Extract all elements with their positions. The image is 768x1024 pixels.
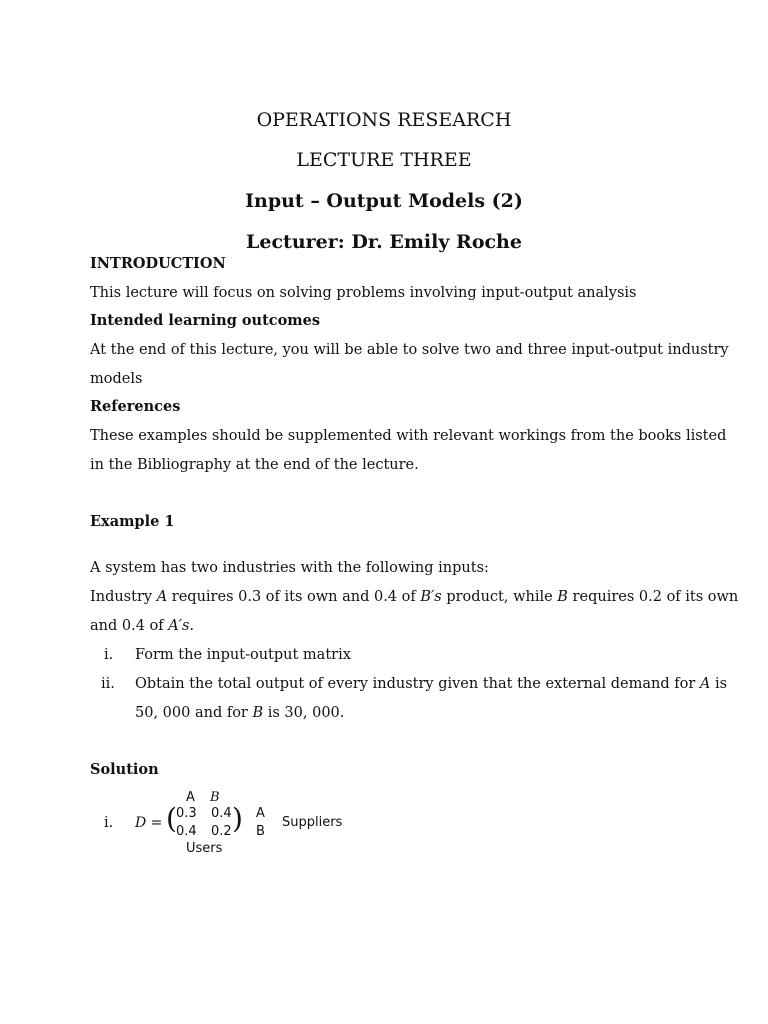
list-item-number: ii. [101,676,115,692]
list-item-text: Form the input-output matrix [135,647,351,663]
matrix-column-label: A [186,790,195,805]
example-statement-line1: Industry A requires 0.3 of its own and 0.4 of B′s product, while B requires 0.2 of its own [90,589,739,605]
references-text-line2: in the Bibliography at the end of the lecture. [90,457,419,473]
references-text-line1: These examples should be supplemented with relevant workings from the books listed [90,428,727,444]
outcomes-text-line1: At the end of this lecture, you will be able to solve two and three input-output industry [90,342,729,358]
list-item-number: i. [104,647,114,663]
example-statement-line2: and 0.4 of A′s. [90,618,195,634]
matrix-cell: 0.3 [176,806,197,821]
outcomes-heading: Intended learning outcomes [90,312,321,329]
list-item-text: Obtain the total output of every industry given that the external demand for A is [135,676,728,692]
solution-heading: Solution [90,761,159,778]
matrix-row-label: B [256,824,265,839]
lecture-number: LECTURE THREE [296,149,472,171]
lecture-topic: Input – Output Models (2) [245,190,523,212]
course-title: OPERATIONS RESEARCH [256,109,512,131]
matrix-cell: 0.4 [176,824,197,839]
matrix-right-paren: ) [232,802,243,835]
introduction-text: This lecture will focus on solving problems involving input-output analysis [90,285,637,301]
matrix-row-label: A [256,806,265,821]
example-intro: A system has two industries with the following inputs: [90,560,489,576]
list-item-text-continuation: 50, 000 and for B is 30, 000. [135,705,345,721]
matrix-side-label: Suppliers [282,815,343,830]
matrix-bottom-label: Users [186,841,223,856]
matrix-column-label: B [210,790,220,805]
solution-item-number: i. [104,815,114,831]
matrix-left-paren: ( [166,802,177,835]
example-heading: Example 1 [90,513,175,530]
matrix-equation-label: D = [135,815,163,831]
lecturer-name: Lecturer: Dr. Emily Roche [246,231,522,253]
introduction-heading: INTRODUCTION [90,255,226,272]
matrix-cell: 0.4 [211,806,232,821]
references-heading: References [90,398,181,415]
outcomes-text-line2: models [90,371,143,387]
matrix-cell: 0.2 [211,824,232,839]
